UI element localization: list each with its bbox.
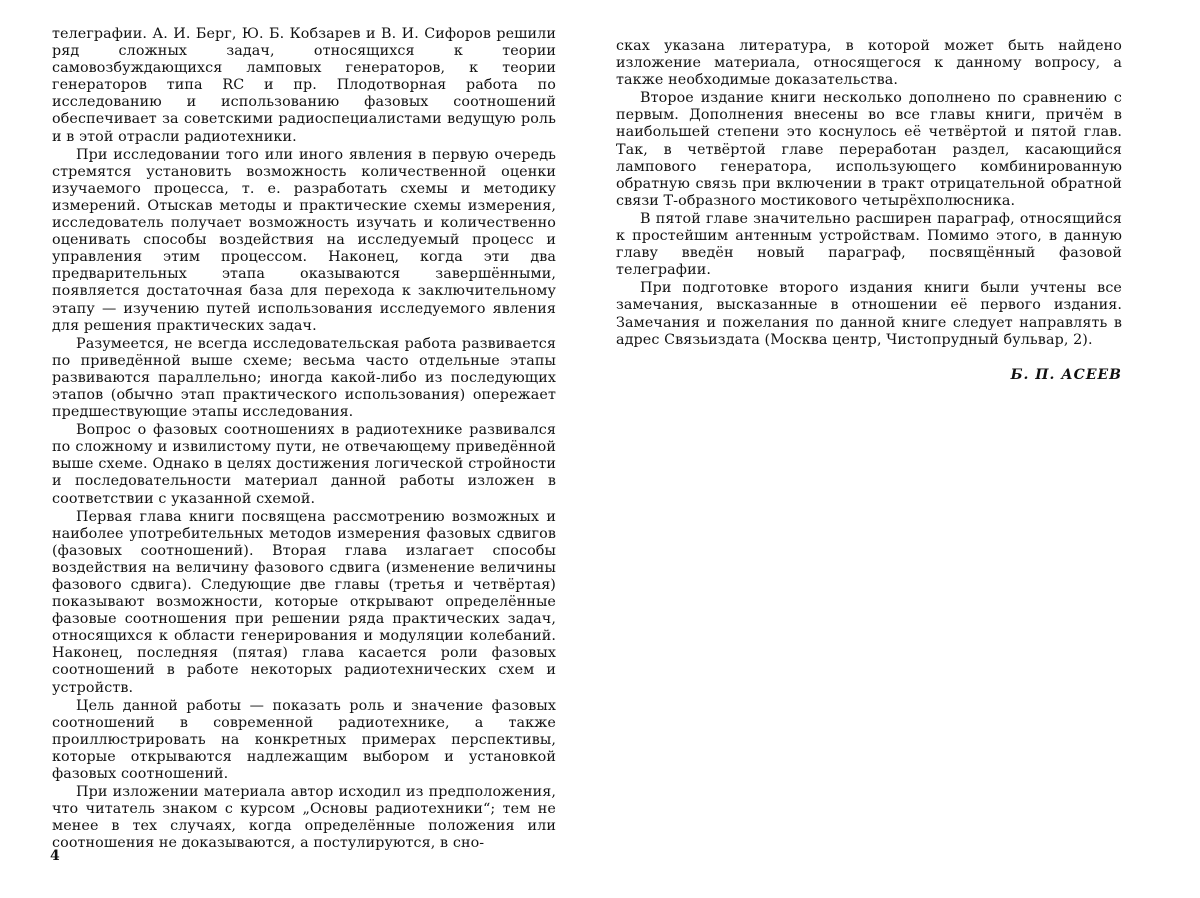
paragraph: Разумеется, не всегда исследовательская работа развивается по приведённой выше схеме; весьма часто отдельные этапы развиваются параллельно; иногда какой-либо из последующих этапов (обычно этап практического использования) опережает предшествующие этапы исследования.: [52, 335, 556, 421]
left-page-column: [52, 26, 556, 854]
paragraph: При изложении материала автор исходил из предположения, что читатель знаком с курсом „Основы радиотехники“; тем не менее в тех случаях, когда определённые положения или соотношения не доказываются, а постулируются, в сно-: [52, 784, 556, 852]
paragraph: сках указана литература, в которой может быть найдено изложение материала, относящегося к данному вопросу, а также необходимые доказательства.: [616, 38, 1122, 89]
paragraph: телеграфии. А. И. Берг, Ю. Б. Кобзарев и В. И. Сифоров решили ряд сложных задач, относящихся к теории самовозбуждающихся ламповых генераторов, к теории генераторов типа RC и пр. Плодотворная работа по исследованию и использованию фазовых соотношений обеспечивает за советскими радиоспециалистами ведущую роль и в этой отрасли радиотехники.: [52, 26, 556, 145]
author-signature: Б. П. АСЕЕВ: [1010, 366, 1122, 383]
paragraph: Первая глава книги посвящена рассмотрению возможных и наиболее употребительных методов измерения фазовых сдвигов (фазовых соотношений). Вторая глава излагает способы воздействия на величину фазового сдвига (изменение величины фазового сдвига). Следующие две главы (третья и четвёртая) показывают возможности, которые открывают определённые фазовые соотношения при решении ряда практических задач, относящихся к области генерирования и модуляции колебаний. Наконец, последняя (пятая) глава касается роли фазовых соотношений в работе некоторых радиотехнических схем и устройств.: [52, 508, 556, 696]
paragraph: Цель данной работы — показать роль и значение фазовых соотношений в современной радиотехнике, а также проиллюстрировать на конкретных примерах перспективы, которые открываются надлежащим выбором и установкой фазовых соотношений.: [52, 697, 556, 783]
paragraph: Вопрос о фазовых соотношениях в радиотехнике развивался по сложному и извилистому пути, не отвечающему приведённой выше схеме. Однако в целях достижения логической стройности и последовательности материал данной работы изложен в соответствии с указанной схемой.: [52, 422, 556, 507]
page-number: 4: [50, 848, 60, 864]
paragraph: При исследовании того или иного явления в первую очередь стремятся установить возможность количественной оценки изучаемого процесса, т. е. разработать схемы и методику измерений. Отыскав методы и практические схемы измерения, исследователь получает возможность изучать и количественно оценивать способы воздействия на исследуемый процесс и управления этим процессом. Наконец, когда эти два предварительных этапа оказываются завершёнными, появляется достаточная база для перехода к заключительному этапу — изучению путей использования исследуемого явления для решения практических задач.: [52, 146, 556, 334]
paragraph: В пятой главе значительно расширен параграф, относящийся к простейшим антенным устройствам. Помимо этого, в данную главу введён новый параграф, посвящённый фазовой телеграфии.: [616, 210, 1122, 279]
right-page-column: [616, 38, 1122, 384]
paragraph: Второе издание книги несколько дополнено по сравнению с первым. Дополнения внесены во все главы книги, причём в наибольшей степени это коснулось её четвёртой и пятой глав. Так, в четвёртой главе переработан раздел, касающийся лампового генератора, использующего комбинированную обратную связь при включении в тракт отрицательной обратной связи Т-образного мостикового четырёхполюсника.: [616, 90, 1122, 209]
paragraph: При подготовке второго издания книги были учтены все замечания, высказанные в отношении её первого издания. Замечания и пожелания по данной книге следует направлять в адрес Связьиздата (Москва центр, Чистопрудный бульвар, 2).: [616, 280, 1122, 348]
